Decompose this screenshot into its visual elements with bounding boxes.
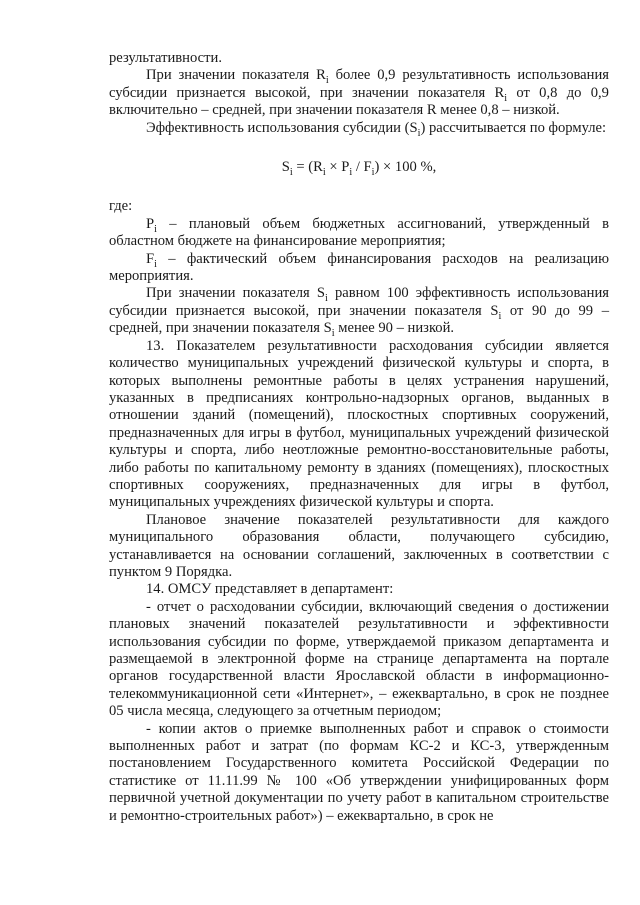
paragraph-text: При значении показателя $R_i$ более 0,9 результативность использования субсидии признается высокой, при значении показателя $R_i$ от 0,8 до 0,9 включительно – средней, при значении показателя R менее 0,8 – низкой. [109,67,609,119]
paragraph-text: Плановое значение показателей результативности для каждого муниципального образования области, получающего субсидию, устанавливается на основании соглашений, заключенных в соответствии с пунктом 9 Порядка. [109,511,609,580]
paragraph-fi-definition [109,251,609,286]
paragraph-continuation [109,50,609,67]
paragraph-item-13 [109,338,609,512]
paragraph-text: - копии актов о приемке выполненных работ и справок о стоимости выполненных работ и затрат (по формам КС-2 и КС-3, утвержденным постановлением Государственного комитета Российской Федерации по статистике от 11.11.99 № 100 «Об утверждении унифицированных форм первичной учетной документации по учету работ в капитальном строительстве и ремонтно-строительных работ») – ежеквартально, в срок не [109,720,609,824]
paragraph-ri-thresholds [109,67,609,119]
paragraph-planned-value [109,512,609,582]
paragraph-text: $P_i$ – плановый объем бюджетных ассигнований, утвержденный в областном бюджете на финансирование мероприятия; [109,215,609,250]
formula-text: $S_i = (R_i \times P_i / F_i) \times 100$ %, [281,159,437,178]
document-page [109,50,609,825]
paragraph-text: $F_i$ – фактический объем финансирования расходов на реализацию мероприятия. [109,250,609,285]
paragraph-text: При значении показателя $S_i$ равном 100 эффективность использования субсидии признается высокой, при значении показателя $S_i$ от 90 до 99 – средней, при значении показателя $S_i$ менее 90 – низкой. [109,285,609,340]
paragraph-efficiency-intro [109,120,609,137]
paragraph-text: 14. ОМСУ представляет в департамент: [146,581,394,598]
paragraph-text: где: [109,198,133,215]
paragraph-acts-bullet [109,721,609,825]
paragraph-report-bullet [109,599,609,721]
efficiency-formula [109,159,609,176]
paragraph-si-thresholds [109,285,609,340]
paragraph-text: Эффективность использования субсидии $(S_i)$ рассчитывается по формуле: [146,119,607,139]
paragraph-text: - отчет о расходовании субсидии, включающий сведения о достижении плановых значений показателей результативности и эффективности использования субсидии по форме, утверждаемой приказом департамента и размещаемой в электронной форме на странице департамента на портале органов государственной власти Ярославской области в информационно-телекоммуникационной сети «Интернет», – ежеквартально, в срок не позднее 05 числа месяца, следующего за отчетным периодом; [109,598,609,720]
paragraph-text: 13. Показателем результативности расходования субсидии является количество муниципальных учреждений физической культуры и спорта, в которых выполнены ремонтные работы в целях устранения нарушений, указанных в предписаниях контрольно-надзорных органов, выданных в отношении зданий (помещений), плоскостных спортивных сооружений, предназначенных для игры в футбол, муниципальных учреждений физической культуры и спорта, либо неотложные ремонтно-восстановительные работы, либо работы по капитальному ремонту в зданиях (помещениях), плоскостных спортивных сооружениях, предназначенных для игры в футбол, муниципальных учреждениях физической культуры и спорта. [109,337,609,511]
paragraph-pi-definition [109,216,609,251]
paragraph-item-14 [109,581,609,598]
paragraph-text: результативности. [109,50,222,66]
paragraph-where [109,198,609,215]
